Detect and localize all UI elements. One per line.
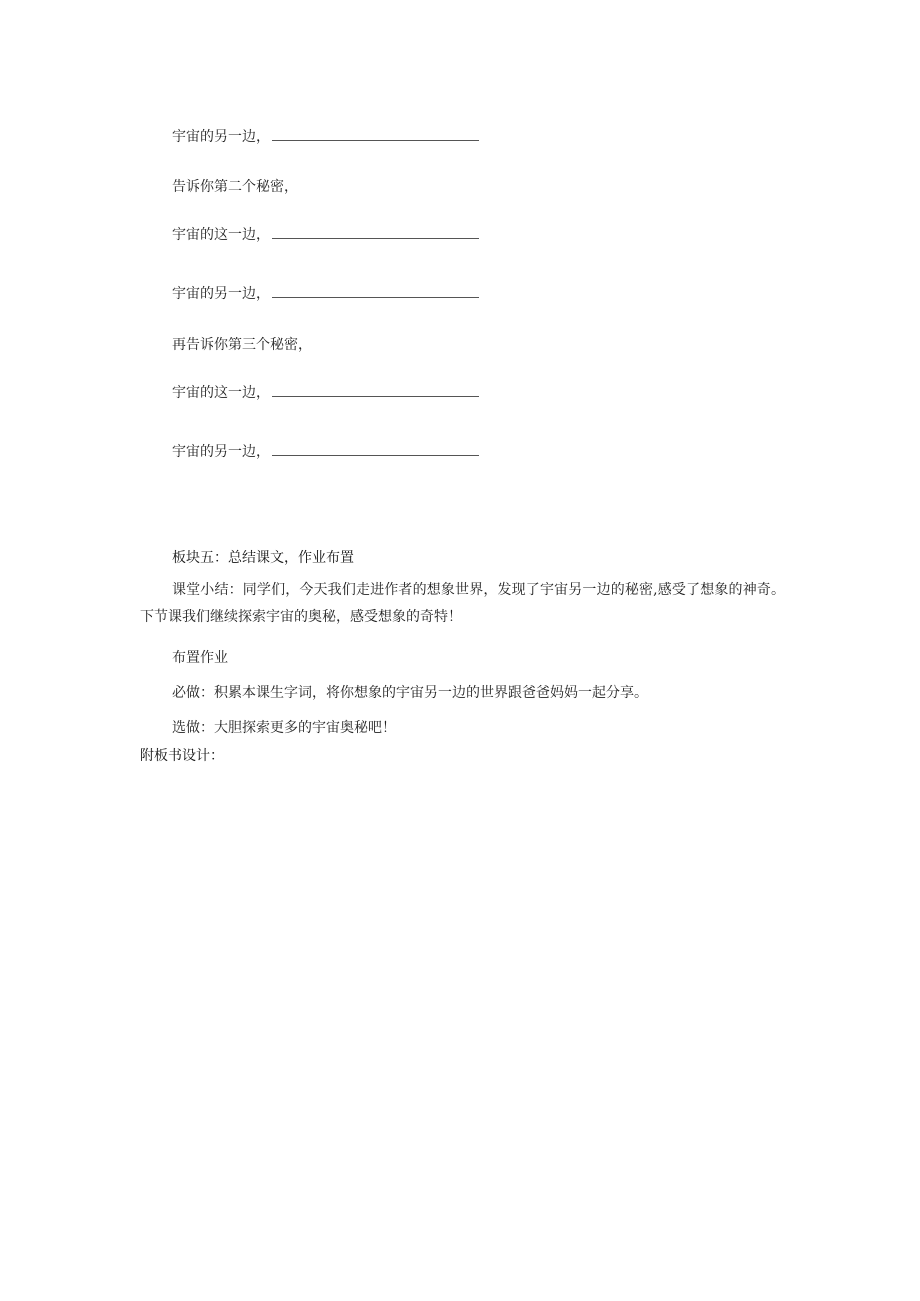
answer-blank[interactable] (272, 443, 479, 456)
line-prefix: 宇宙的另一边， (172, 129, 270, 145)
fill-line-other-side-1 (172, 128, 479, 146)
fill-line-other-side-3 (172, 443, 479, 461)
fill-line-this-side-2 (172, 226, 479, 244)
homework-title: 布置作业 (172, 650, 228, 666)
answer-blank[interactable] (272, 384, 479, 397)
answer-blank[interactable] (272, 226, 479, 239)
optional-homework: 选做：大胆探索更多的宇宙奥秘吧！ (172, 720, 396, 736)
line-prefix: 宇宙的另一边， (172, 444, 270, 460)
answer-blank[interactable] (272, 128, 479, 141)
third-secret-intro: 再告诉你第三个秘密， (172, 337, 312, 353)
second-secret-intro: 告诉你第二个秘密， (172, 179, 298, 195)
line-prefix: 宇宙的另一边， (172, 286, 270, 302)
line-prefix: 宇宙的这一边， (172, 227, 270, 243)
fill-line-other-side-2 (172, 285, 479, 303)
required-homework: 必做：积累本课生字词，将你想象的宇宙另一边的世界跟爸爸妈妈一起分享。 (172, 685, 648, 701)
section5-heading: 板块五：总结课文，作业布置 (172, 550, 354, 566)
line-prefix: 宇宙的这一边， (172, 385, 270, 401)
appendix-heading: 附板书设计： (140, 748, 224, 764)
fill-line-this-side-3 (172, 384, 479, 402)
class-summary: 课堂小结：同学们，今天我们走进作者的想象世界，发现了宇宙另一边的秘密,感受了想象的神奇。下节课我们继续探索宇宙的奥秘，感受想象的奇特！ (140, 582, 785, 625)
answer-blank[interactable] (272, 285, 479, 298)
